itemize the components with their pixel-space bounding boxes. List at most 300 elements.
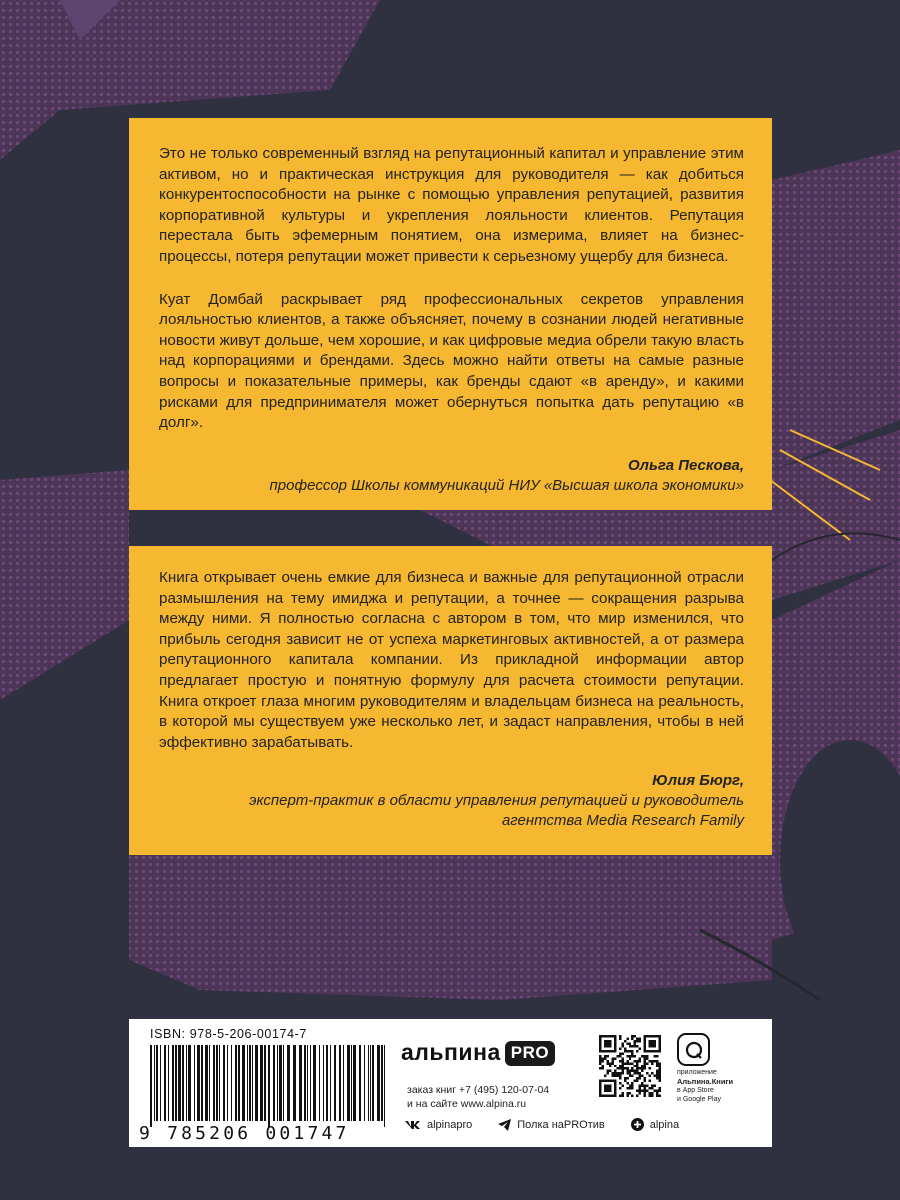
qr-module [659,1062,661,1064]
barcode-bar [323,1045,324,1121]
qr-module [631,1095,633,1097]
qr-module [614,1095,616,1097]
qr-module [629,1055,631,1057]
barcode-bar [186,1045,187,1121]
qr-module [631,1035,633,1037]
qr-module [644,1057,646,1059]
qr-module [619,1047,621,1049]
qr-module [629,1062,631,1064]
qr-module [639,1075,641,1077]
qr-module [649,1092,651,1094]
review-1-role: профессор Школы коммуникаций НИУ «Высшая школа экономики» [269,476,744,494]
review-1-paragraph-1: Это не только современный взгляд на репутационный капитал и управление этим активом, но и практическая инструкция для руководителя — как добиться конкурентоспособности на рынке с помощью управления репутацией, развития корпоративной культуры и укрепления лояльности клиентов. Репутация перестала быть эфемерным понятием, она измерима, влияет на бизнес-процессы, потеря репутации может привести к серьезному ущербу для бизнеса. [159,145,744,265]
qr-module [621,1042,623,1044]
social-vk-label: alpinapro [427,1118,473,1131]
qr-module [644,1090,646,1092]
qr-module [651,1072,653,1074]
order-info [407,1083,549,1111]
review-card-2 [129,546,772,855]
qr-module [651,1040,653,1042]
qr-module [639,1067,641,1069]
qr-module [619,1035,621,1037]
barcode-bar [299,1045,302,1121]
qr-module [636,1080,638,1082]
qr-module [614,1065,616,1067]
qr-module [606,1035,608,1037]
barcode-bar [255,1045,258,1121]
qr-module [629,1050,631,1052]
barcode-bar [313,1045,316,1121]
qr-module [656,1072,658,1074]
barcode-bar [242,1045,245,1121]
qr-module [629,1085,631,1087]
barcode-bar [219,1045,220,1121]
qr-module [599,1050,601,1052]
barcode-bar [381,1045,383,1121]
barcode-bar [353,1045,356,1121]
qr-module [654,1090,656,1092]
qr-module [631,1037,633,1039]
qr-module [604,1050,606,1052]
qr-module [641,1082,643,1084]
qr-module [606,1087,608,1089]
qr-module [631,1062,633,1064]
qr-module [659,1087,661,1089]
qr-module [604,1035,606,1037]
qr-module [656,1060,658,1062]
qr-module [649,1050,651,1052]
qr-module [634,1060,636,1062]
barcode-bar [160,1045,161,1121]
review-2-paragraph-1: Книга открывает очень емкие для бизнеса и важные для репутационной отрасли размышления на тему имиджа и репутации, а точнее — сокращения разрыва между ними. Я полностью согласна с автором в том, что мир изменился, что прибыль сегодня зависит не от успеха маркетинговых активностей, а от размера репутационного капитала компании. Из прикладной информации автор предлагает простую и понятную формулу для расчета стоимости репутации. Книга откроет глаза многим руководителям и владельцам бизнеса на реальность, в которой мы существуем уже несколько лет, и задаст направления, чтобы в ней эффективно зарабатывать. [159,569,744,751]
qr-module [616,1075,618,1077]
barcode-bar [319,1045,320,1121]
qr-module [621,1065,623,1067]
qr-module [611,1057,613,1059]
barcode-bar [172,1045,174,1121]
social-telegram[interactable] [498,1119,604,1131]
barcode-bar [175,1045,177,1121]
qr-module [599,1082,601,1084]
qr-module [641,1090,643,1092]
qr-module [599,1055,601,1057]
qr-module [606,1090,608,1092]
qr-module [611,1075,613,1077]
qr-code [599,1035,661,1097]
qr-module [636,1070,638,1072]
barcode-bar [150,1045,152,1127]
qr-module [656,1075,658,1077]
qr-module [599,1062,601,1064]
qr-module [614,1070,616,1072]
qr-module [634,1045,636,1047]
qr-module [611,1050,613,1052]
barcode-bar [247,1045,248,1121]
app-line-3: в App Store [677,1087,714,1094]
qr-module [599,1042,601,1044]
qr-module [641,1067,643,1069]
qr-module [659,1042,661,1044]
qr-module [644,1062,646,1064]
qr-module [634,1042,636,1044]
qr-module [631,1045,633,1047]
review-1-paragraph-2: Куат Домбай раскрывает ряд профессиональных секретов управления лояльностью клиентов, а также объясняет, почему в сознании людей негативные новости живут дольше, чем хорошие, и как цифровые медиа обрели такую власть над корпорациями и брендами. Здесь можно найти ответы на самые разные вопросы и показательные примеры, как бренды сдают «в аренду», и какими рисками для предпринимателя может обернуться попытка дать репутацию «в долг». [159,290,744,432]
qr-module [659,1047,661,1049]
qr-module [621,1070,623,1072]
qr-module [611,1080,613,1082]
qr-module [659,1037,661,1039]
qr-module [624,1040,626,1042]
barcode-bar [310,1045,311,1121]
qr-module [651,1062,653,1064]
qr-module [644,1067,646,1069]
barcode-bar [223,1045,225,1121]
qr-module [609,1045,611,1047]
qr-module [599,1037,601,1039]
qr-module [606,1095,608,1097]
qr-module [614,1085,616,1087]
qr-module [614,1092,616,1094]
qr-module [654,1085,656,1087]
social-vk[interactable] [405,1119,472,1131]
app-line-2: Альпина.Книги [677,1076,734,1086]
qr-module [654,1075,656,1077]
publisher-footer [129,1019,772,1147]
barcode-bar [154,1045,155,1121]
qr-module [619,1067,621,1069]
qr-module [626,1082,628,1084]
qr-module [656,1092,658,1094]
social-alpina[interactable] [631,1118,679,1131]
qr-module [644,1050,646,1052]
qr-module [614,1075,616,1077]
social-alpina-label: alpina [649,1118,680,1131]
qr-module [621,1067,623,1069]
barcode-bar [216,1045,218,1121]
qr-module [626,1037,628,1039]
barcode-bar [201,1045,203,1121]
qr-module [619,1077,621,1079]
qr-module [609,1080,611,1082]
qr-module [621,1045,623,1047]
qr-module [651,1060,653,1062]
qr-module [644,1035,646,1037]
isbn-label: ISBN: 978-5-206-00174-7 [150,1027,307,1041]
qr-module [604,1095,606,1097]
qr-module [639,1090,641,1092]
qr-module [611,1062,613,1064]
qr-module [626,1042,628,1044]
qr-module [601,1095,603,1097]
qr-module [631,1052,633,1054]
qr-module [659,1070,661,1072]
qr-module [646,1050,648,1052]
barcode-bar [260,1045,263,1121]
qr-module [644,1037,646,1039]
qr-module [659,1072,661,1074]
barcode-bar [351,1045,352,1121]
qr-module [631,1070,633,1072]
qr-module [656,1050,658,1052]
qr-module [654,1035,656,1037]
qr-module [631,1055,633,1057]
qr-module [606,1045,608,1047]
barcode-bar [330,1045,331,1121]
barcode-bar [209,1045,210,1121]
qr-module [616,1072,618,1074]
app-info [677,1069,757,1104]
qr-module [656,1077,658,1079]
qr-module [609,1050,611,1052]
qr-module [599,1092,601,1094]
qr-module [649,1087,651,1089]
alpina-app-icon [677,1033,710,1066]
qr-module [646,1055,648,1057]
qr-module [644,1065,646,1067]
qr-module [656,1062,658,1064]
barcode-bar [343,1045,344,1121]
qr-module [604,1057,606,1059]
qr-module [619,1060,621,1062]
qr-module [654,1045,656,1047]
qr-module [621,1085,623,1087]
qr-module [606,1055,608,1057]
qr-module [649,1095,651,1097]
qr-module [599,1045,601,1047]
qr-module [639,1047,641,1049]
qr-module [634,1055,636,1057]
review-2-role-line-2: агентства Media Research Family [501,812,744,830]
qr-module [649,1035,651,1037]
qr-module [624,1080,626,1082]
qr-module [644,1045,646,1047]
qr-module [626,1095,628,1097]
qr-module [606,1062,608,1064]
qr-module [629,1070,631,1072]
qr-module [619,1052,621,1054]
qr-module [626,1060,628,1062]
qr-module [631,1050,633,1052]
qr-module [644,1040,646,1042]
qr-module [649,1045,651,1047]
qr-module [614,1072,616,1074]
qr-module [636,1095,638,1097]
app-line-4: и Google Play [677,1095,721,1103]
ean-digits: 9 785206 001747 [139,1123,350,1144]
qr-module [634,1035,636,1037]
qr-module [651,1050,653,1052]
qr-module [639,1057,641,1059]
qr-module [614,1035,616,1037]
qr-module [626,1077,628,1079]
barcode-bar [372,1045,374,1121]
qr-module [646,1062,648,1064]
qr-module [604,1075,606,1077]
qr-module [629,1092,631,1094]
qr-module [636,1090,638,1092]
qr-module [616,1055,618,1057]
qr-module [631,1067,633,1069]
qr-module [656,1095,658,1097]
qr-module [634,1070,636,1072]
review-2-author: Юлия Бюрг, [652,772,744,790]
qr-module [636,1040,638,1042]
qr-module [636,1067,638,1069]
qr-module [604,1040,606,1042]
review-card-1 [129,118,772,510]
qr-module [599,1067,601,1069]
qr-module [641,1065,643,1067]
barcode-bar [252,1045,253,1121]
barcode-bar [178,1045,181,1121]
qr-module [599,1060,601,1062]
qr-module [631,1082,633,1084]
qr-module [606,1070,608,1072]
qr-module [644,1077,646,1079]
qr-module [626,1062,628,1064]
qr-module [616,1067,618,1069]
qr-module [654,1042,656,1044]
qr-module [621,1057,623,1059]
qr-module [636,1077,638,1079]
qr-module [614,1050,616,1052]
qr-module [659,1077,661,1079]
order-website: и на сайте www.alpina.ru [407,1098,527,1110]
vk-icon [405,1120,421,1130]
qr-module [606,1072,608,1074]
qr-module [656,1070,658,1072]
qr-module [606,1050,608,1052]
qr-module [649,1080,651,1082]
barcode-bar [188,1045,191,1121]
plus-circle-icon [631,1118,644,1131]
qr-module [604,1042,606,1044]
qr-module [609,1090,611,1092]
qr-module [634,1080,636,1082]
qr-module [659,1090,661,1092]
qr-module [621,1060,623,1062]
logo-text: альпина [401,1039,501,1065]
qr-module [646,1090,648,1092]
qr-module [654,1050,656,1052]
qr-module [654,1060,656,1062]
qr-module [659,1050,661,1052]
qr-module [624,1062,626,1064]
qr-module [614,1082,616,1084]
qr-module [659,1045,661,1047]
qr-module [649,1075,651,1077]
qr-module [651,1095,653,1097]
publisher-logo [401,1039,555,1066]
review-1-author: Ольга Пескова, [627,456,744,474]
barcode-bar [307,1045,308,1121]
qr-module [606,1080,608,1082]
qr-module [639,1060,641,1062]
barcode-bar [227,1045,228,1121]
qr-module [626,1087,628,1089]
barcode-bar [273,1045,275,1121]
qr-module [626,1055,628,1057]
qr-module [601,1080,603,1082]
barcode-bar [339,1045,341,1121]
qr-module [656,1065,658,1067]
qr-module [631,1075,633,1077]
qr-module [636,1050,638,1052]
qr-module [609,1070,611,1072]
qr-module [659,1067,661,1069]
barcode-bar [277,1045,278,1121]
barcode-bar [168,1045,169,1121]
qr-module [646,1072,648,1074]
qr-module [644,1080,646,1082]
qr-module [599,1095,601,1097]
qr-module [634,1072,636,1074]
qr-module [644,1087,646,1089]
qr-module [641,1075,643,1077]
telegram-icon [498,1119,511,1131]
barcode-bar [235,1045,237,1121]
qr-module [614,1087,616,1089]
qr-module [656,1035,658,1037]
barcode-bar [194,1045,195,1121]
qr-module [604,1087,606,1089]
qr-module [641,1070,643,1072]
qr-module [614,1037,616,1039]
barcode-bar [231,1045,232,1121]
qr-module [631,1085,633,1087]
qr-module [601,1057,603,1059]
barcode-bar [249,1045,251,1121]
qr-module [641,1055,643,1057]
qr-module [599,1080,601,1082]
qr-module [629,1042,631,1044]
qr-module [651,1042,653,1044]
qr-module [609,1035,611,1037]
qr-module [649,1040,651,1042]
barcode-bar [268,1045,270,1127]
qr-module [646,1057,648,1059]
qr-module [614,1047,616,1049]
qr-module [599,1085,601,1087]
qr-module [626,1070,628,1072]
qr-module [621,1062,623,1064]
qr-module [609,1065,611,1067]
qr-module [639,1072,641,1074]
qr-module [611,1095,613,1097]
qr-module [599,1040,601,1042]
qr-module [636,1072,638,1074]
qr-module [619,1095,621,1097]
qr-module [649,1067,651,1069]
qr-module [624,1047,626,1049]
qr-module [651,1092,653,1094]
qr-module [629,1087,631,1089]
qr-module [639,1092,641,1094]
qr-module [629,1057,631,1059]
barcode-bar [377,1045,380,1121]
qr-module [604,1080,606,1082]
qr-module [614,1045,616,1047]
qr-module [639,1077,641,1079]
barcode-bar [205,1045,208,1121]
qr-module [609,1085,611,1087]
barcode-bar [368,1045,369,1121]
qr-module [619,1037,621,1039]
barcode-bar [326,1045,328,1121]
barcode-bar [370,1045,371,1121]
qr-module [614,1090,616,1092]
review-2-role-line-1: эксперт-практик в области управления репутацией и руководитель [249,792,744,810]
